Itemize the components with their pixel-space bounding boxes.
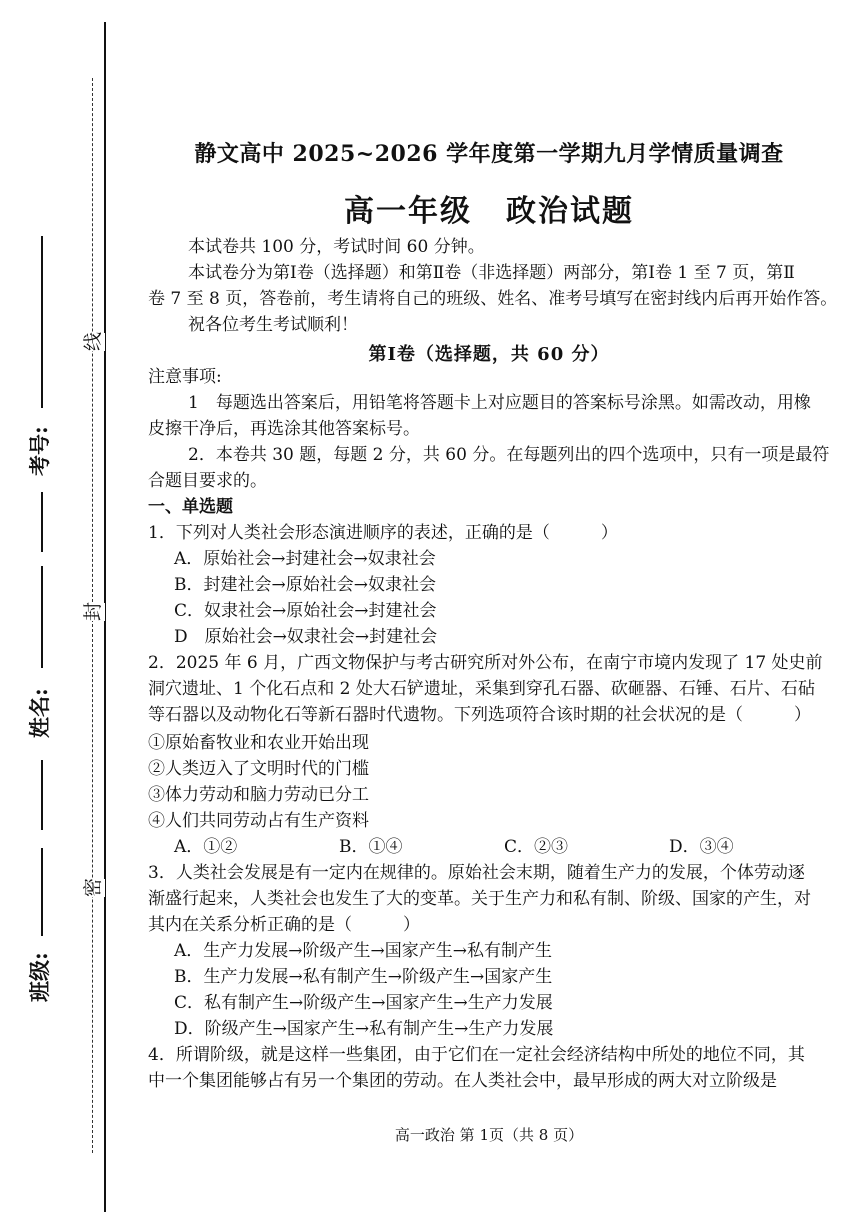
intro-line: 卷 7 至 8 页，答卷前，考生请将自己的班级、姓名、准考号填写在密封线内后再开始作答。 (148, 289, 838, 309)
q2-options (174, 836, 834, 858)
q2-option: B．①④ (339, 837, 403, 857)
q1-stem: 1．下列对人类社会形态演进顺序的表述，正确的是（ ） (148, 523, 618, 543)
q3-stem-line: 渐盛行起来，人类社会也发生了大的变革。关于生产力和私有制、阶级、国家的产生，对 (148, 889, 811, 909)
q4-stem-line: 中一个集团能够占有另一个集团的劳动。在人类社会中，最早形成的两大对立阶级是 (148, 1071, 777, 1091)
seal-char-mi: 密 (82, 877, 104, 897)
student-id-line-2 (41, 492, 43, 552)
notes-heading: 注意事项: (148, 367, 222, 387)
q2-option: C．②③ (504, 837, 569, 857)
q3-option: A．生产力发展→阶级产生→国家产生→私有制产生 (174, 941, 553, 961)
q2-statement: ①原始畜牧业和农业开始出现 (148, 733, 369, 753)
student-id-label: 考号: (27, 426, 52, 476)
q3-option: B．生产力发展→私有制产生→阶级产生→国家产生 (174, 967, 553, 987)
q2-stem-line: 等石器以及动物化石等新石器时代遗物。下列选项符合该时期的社会状况的是（ ） (148, 705, 811, 725)
seal-char-feng: 封 (82, 601, 104, 621)
exam-subtitle (148, 186, 830, 230)
q2-statement: ③体力劳动和脑力劳动已分工 (148, 785, 369, 805)
notes-line: 皮擦干净后，再选涂其他答案标号。 (148, 419, 420, 439)
name-label: 姓名: (27, 688, 52, 738)
q3-option: C．私有制产生→阶级产生→国家产生→生产力发展 (174, 993, 553, 1013)
subject-label: 政治试题 (506, 194, 634, 229)
grade-label: 高一年级 (344, 194, 472, 229)
q2-stem-line: 2．2025 年 6 月，广西文物保护与考古研究所对外公布，在南宁市境内发现了 17 处史前 (148, 653, 823, 673)
page-footer: 高一政治 第 1页（共 8 页） (394, 1126, 584, 1144)
class-label: 班级: (27, 952, 52, 1002)
student-id-line (41, 236, 43, 408)
exam-title: 静文高中 2025~2026 学年度第一学期九月学情质量调查 (194, 141, 784, 167)
q1-option: D 原始社会→奴隶社会→封建社会 (174, 627, 438, 647)
q3-stem-line: 3．人类社会发展是有一定内在规律的。原始社会末期，随着生产力的发展，个体劳动逐 (148, 863, 805, 883)
part1-title: 第Ⅰ卷（选择题，共 60 分） (368, 344, 610, 365)
q1-option: B．封建社会→原始社会→奴隶社会 (174, 575, 436, 595)
q3-stem-line: 其内在关系分析正确的是（ ） (148, 915, 420, 935)
q1-option: A．原始社会→封建社会→奴隶社会 (174, 549, 436, 569)
section-heading: 一、单选题 (148, 497, 233, 517)
intro-line: 本试卷共 100 分，考试时间 60 分钟。 (188, 237, 485, 257)
q2-option: A．①② (174, 837, 238, 857)
name-line (41, 566, 43, 668)
q2-option: D．③④ (669, 837, 734, 857)
notes-line: 2．本卷共 30 题，每题 2 分，共 60 分。在每题列出的四个选项中，只有一项是最符 (188, 445, 830, 465)
notes-line: 合题目要求的。 (148, 471, 267, 491)
intro-line: 祝各位考生考试顺利！ (188, 315, 358, 335)
q4-stem-line: 4．所谓阶级，就是这样一些集团，由于它们在一定社会经济结构中所处的地位不同，其 (148, 1045, 805, 1065)
notes-line: 1 每题选出答案后，用铅笔将答题卡上对应题目的答案标号涂黑。如需改动，用橡 (188, 393, 811, 413)
q2-statement: ②人类迈入了文明时代的门槛 (148, 759, 369, 779)
q2-statement: ④人们共同劳动占有生产资料 (148, 811, 369, 831)
intro-line: 本试卷分为第Ⅰ卷（选择题）和第Ⅱ卷（非选择题）两部分，第Ⅰ卷 1 至 7 页，第Ⅱ (188, 263, 795, 283)
class-line (41, 848, 43, 936)
seal-char-xian: 线 (82, 331, 104, 351)
q1-option: C．奴隶社会→原始社会→封建社会 (174, 601, 437, 621)
q3-option: D．阶级产生→国家产生→私有制产生→生产力发展 (174, 1019, 554, 1039)
q2-stem-line: 洞穴遗址、1 个化石点和 2 处大石铲遗址，采集到穿孔石器、砍砸器、石锤、石片、石砧 (148, 679, 815, 699)
name-line-2 (41, 760, 43, 830)
